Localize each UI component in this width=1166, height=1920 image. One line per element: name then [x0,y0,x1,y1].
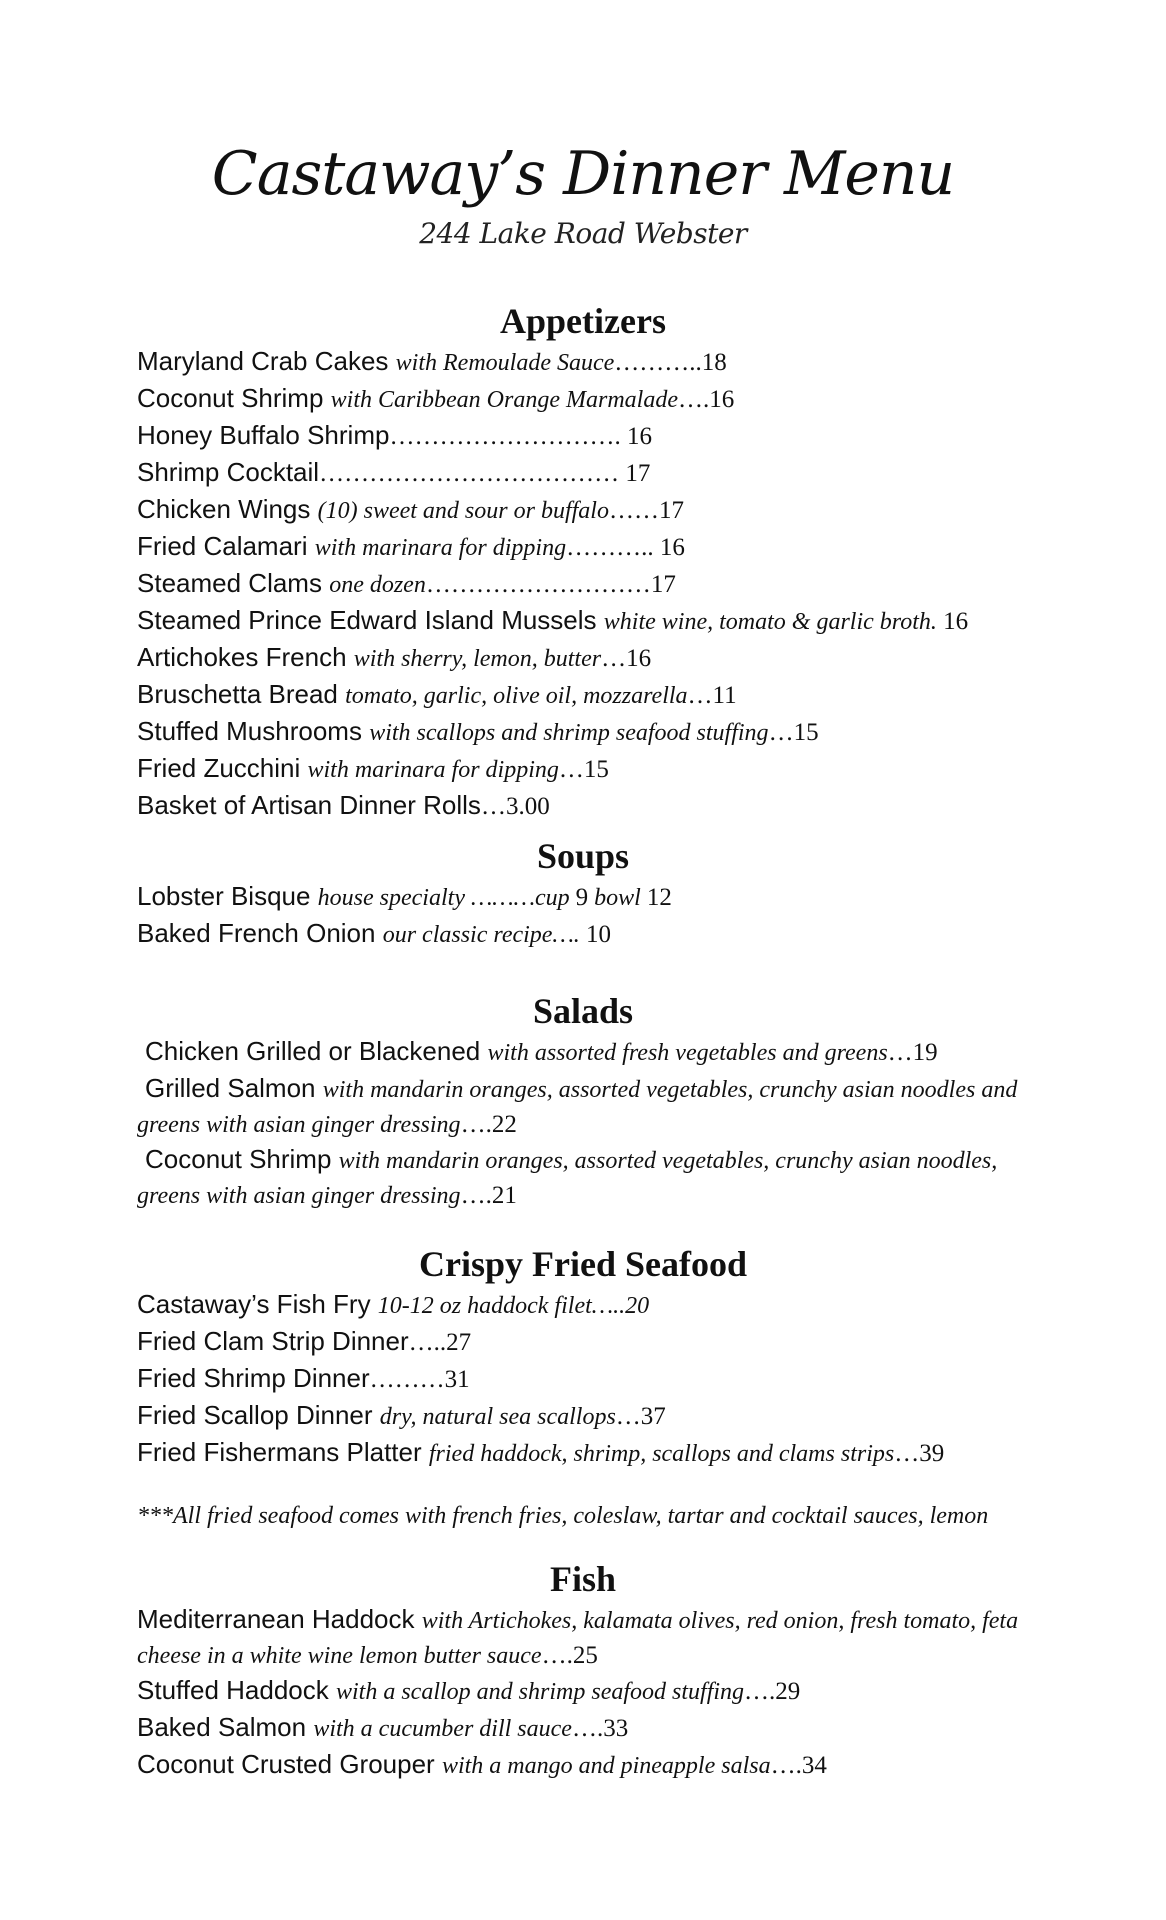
menu-item: Mediterranean Haddock with Artichokes, kalamata olives, red onion, fresh tomato, feta cheese in a white wine lemon butter sauce….25 [137,1604,1019,1669]
section-heading-appetizers: Appetizers [500,301,666,341]
menu-item: Artichokes French with sherry, lemon, butter…16 [137,642,652,672]
menu-item: Fried Clam Strip Dinner…..27 [137,1326,472,1356]
fried-seafood-section [0,1243,1166,1532]
menu-item: Steamed Prince Edward Island Mussels white wine, tomato & garlic broth. 16 [137,605,969,635]
section-heading-salads: Salads [532,991,634,1031]
soups-section [0,835,1166,953]
salads-section [0,990,1166,1213]
menu-item: Basket of Artisan Dinner Rolls…3.00 [137,790,550,820]
fried-seafood-note: ***All fried seafood comes with french fries, coleslaw, tartar and cocktail sauces, lemon [137,1503,989,1529]
menu-item: Coconut Shrimp with mandarin oranges, assorted vegetables, crunchy asian noodles, greens with asian ginger dressing….21 [137,1144,998,1209]
menu-item: Chicken Wings (10) sweet and sour or buffalo……17 [137,494,684,524]
restaurant-address: 244 Lake Road Webster [419,217,747,250]
menu-item: Fried Calamari with marinara for dipping……….. 16 [137,531,685,561]
menu-item: Baked Salmon with a cucumber dill sauce….33 [137,1712,629,1742]
menu-item: Bruschetta Bread tomato, garlic, olive oil, mozzarella…11 [137,679,737,709]
menu-item: Stuffed Haddock with a scallop and shrimp seafood stuffing….29 [137,1675,801,1705]
menu-item: Fried Shrimp Dinner………31 [137,1363,470,1393]
appetizers-section [0,300,1166,825]
menu-item: Chicken Grilled or Blackened with assorted fresh vegetables and greens…19 [145,1036,938,1066]
menu-item: Castaway’s Fish Fry 10-12 oz haddock filet…..20 [137,1289,650,1319]
menu-item: Shrimp Cocktail……………………………… 17 [137,457,651,487]
menu-item: Coconut Shrimp with Caribbean Orange Marmalade….16 [137,383,735,413]
menu-item: Coconut Crusted Grouper with a mango and pineapple salsa….34 [137,1749,827,1779]
menu-item: Lobster Bisque house specialty ………cup 9 bowl 12 [137,881,672,911]
menu-item: Honey Buffalo Shrimp………………………. 16 [137,420,652,450]
menu-item: Fried Zucchini with marinara for dipping…15 [137,753,609,783]
menu-item: Baked French Onion our classic recipe…. 10 [137,918,612,948]
menu-item: Stuffed Mushrooms with scallops and shrimp seafood stuffing…15 [137,716,819,746]
section-heading-soups: Soups [536,836,630,876]
menu-item: Fried Scallop Dinner dry, natural sea scallops…37 [137,1400,666,1430]
menu-title: Castaway’s Dinner Menu [211,139,955,209]
fish-section [0,1558,1166,1784]
menu-item: Fried Fishermans Platter fried haddock, shrimp, scallops and clams strips…39 [137,1437,945,1467]
section-heading-fish: Fish [549,1559,617,1599]
menu-item: Steamed Clams one dozen………………………17 [137,568,676,598]
menu-item: Maryland Crab Cakes with Remoulade Sauce………..18 [137,346,727,376]
menu-item: Grilled Salmon with mandarin oranges, assorted vegetables, crunchy asian noodles and greens with asian ginger dressing….22 [137,1073,1018,1138]
section-heading-fried-seafood: Crispy Fried Seafood [419,1244,747,1284]
